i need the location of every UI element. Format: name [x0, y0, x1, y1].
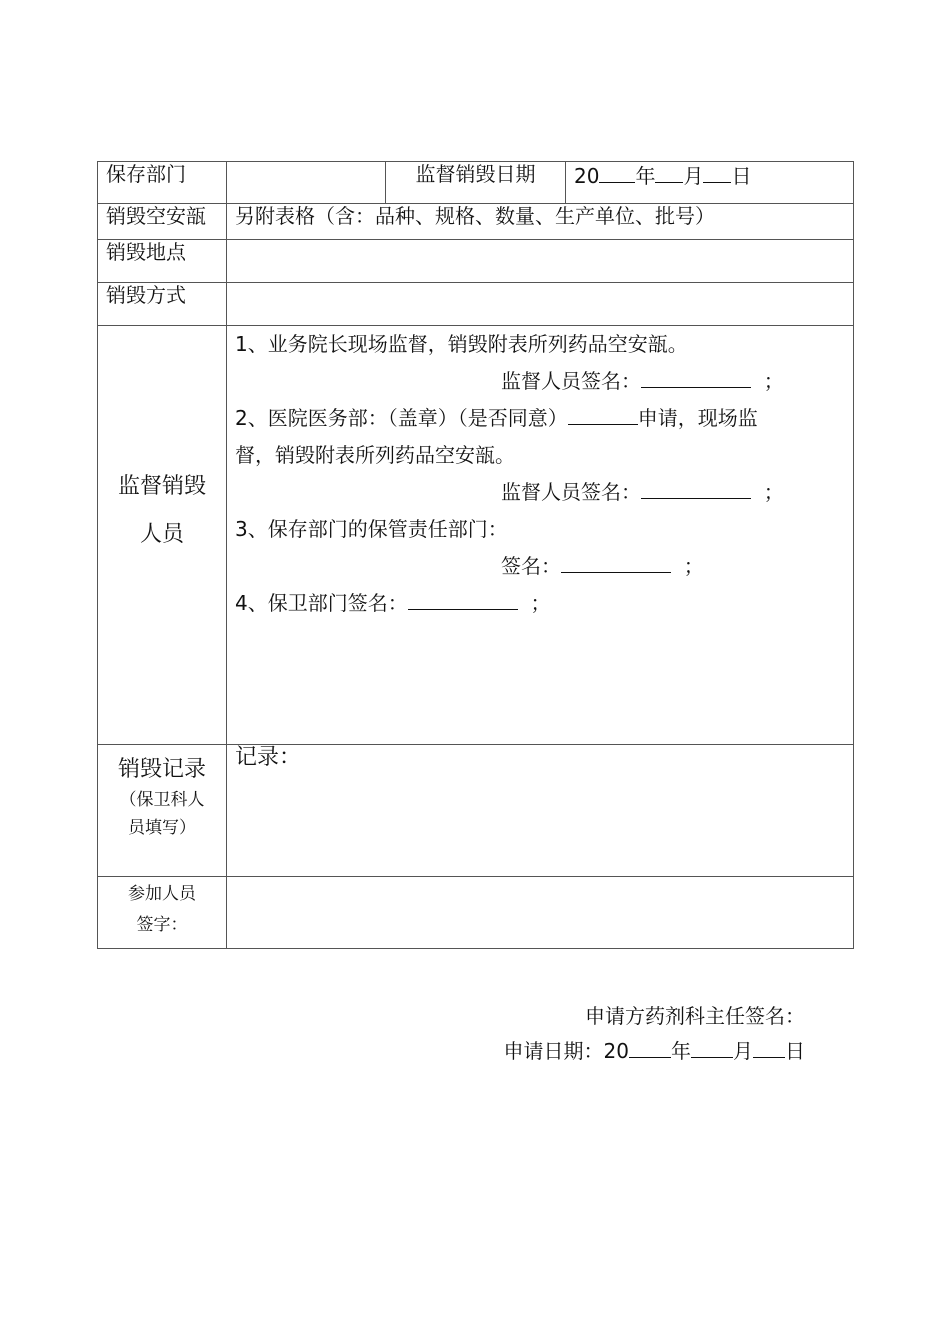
sign-blank-1[interactable]	[641, 367, 751, 388]
day-unit: 日	[731, 164, 752, 188]
apply-date-label: 申请日期：20	[503, 1039, 629, 1063]
participants-label	[98, 877, 227, 949]
item-3: 3、保存部门的保管责任部门：	[235, 517, 508, 541]
destroy-record-label	[98, 745, 227, 877]
item-2-text-b: 申请，现场监	[637, 406, 758, 430]
item-4-text: 4、保卫部门签名：	[235, 591, 408, 615]
year-blank[interactable]	[599, 162, 635, 183]
item-2-text-a: 2、医院医务部：（盖章）（是否同意）	[235, 406, 568, 430]
destroy-record-value[interactable]: 记录：	[227, 745, 854, 877]
year-unit: 年	[635, 164, 656, 188]
row-participants	[98, 877, 854, 949]
semicolon-2: ；	[763, 480, 784, 504]
day-blank[interactable]	[703, 162, 731, 183]
apply-date	[504, 1035, 805, 1064]
storage-dept-value[interactable]	[227, 162, 386, 204]
apply-year-unit: 年	[671, 1039, 691, 1063]
sign-blank-3[interactable]	[561, 552, 671, 573]
participants-value[interactable]	[227, 877, 854, 949]
supervisors-label-line2: 人员	[139, 522, 184, 547]
participants-label-2: 签字：	[136, 915, 188, 935]
sign-blank-2[interactable]	[641, 478, 751, 499]
semicolon-1: ；	[763, 369, 784, 393]
row-destroy-method	[98, 283, 854, 326]
empty-ampoules-label: 销毁空安瓿	[98, 204, 227, 240]
storage-dept-label: 保存部门	[98, 162, 227, 204]
date-prefix: 20	[574, 164, 600, 188]
sign-blank-4[interactable]	[408, 589, 518, 610]
apply-day-unit: 日	[785, 1039, 805, 1063]
sign-row-2	[235, 474, 845, 511]
destroy-method-label: 销毁方式	[98, 283, 227, 326]
approval-blank[interactable]	[568, 404, 638, 425]
row-supervisors	[98, 326, 854, 745]
destroy-location-value[interactable]	[227, 240, 854, 283]
participants-label-1: 参加人员	[128, 884, 196, 904]
sign-label-1: 监督人员签名：	[501, 369, 641, 393]
sign-label-3: 签名：	[501, 554, 561, 578]
supervisors-label-line1: 监督销毁	[117, 474, 206, 499]
empty-ampoules-value: 另附表格（含：品种、规格、数量、生产单位、批号）	[227, 204, 854, 240]
apply-year-blank[interactable]	[629, 1037, 671, 1058]
apply-day-blank[interactable]	[753, 1037, 785, 1058]
director-sign: 申请方药剂科主任签名：	[585, 1004, 805, 1028]
supervisors-label	[98, 326, 227, 745]
row-destroy-location	[98, 240, 854, 283]
sign-label-2: 监督人员签名：	[501, 480, 641, 504]
item-1: 1、业务院长现场监督，销毁附表所列药品空安瓿。	[235, 332, 688, 356]
apply-month-blank[interactable]	[691, 1037, 733, 1058]
apply-month-unit: 月	[733, 1039, 753, 1063]
row-destroy-record	[98, 745, 854, 877]
row-empty-ampoules	[98, 204, 854, 240]
supervise-date-label: 监督销毁日期	[386, 162, 566, 204]
destroy-method-value[interactable]	[227, 283, 854, 326]
month-unit: 月	[683, 164, 704, 188]
destroy-record-title: 销毁记录	[117, 757, 206, 782]
item-2-cont: 督，销毁附表所列药品空安瓿。	[235, 443, 515, 467]
item-2	[235, 400, 845, 437]
supervise-date-value[interactable]	[566, 162, 854, 204]
month-blank[interactable]	[655, 162, 683, 183]
destruction-form-table	[97, 161, 854, 949]
sign-row-1	[235, 363, 845, 400]
destroy-record-sub1: （保卫科人	[119, 790, 205, 810]
destroy-record-sub2: 员填写）	[128, 818, 196, 838]
row-storage-dept	[98, 162, 854, 204]
item-4	[235, 585, 845, 622]
semicolon-3: ；	[683, 554, 704, 578]
semicolon-4: ；	[530, 591, 551, 615]
supervisors-content	[227, 326, 854, 745]
destroy-location-label: 销毁地点	[98, 240, 227, 283]
sign-row-3	[235, 548, 845, 585]
